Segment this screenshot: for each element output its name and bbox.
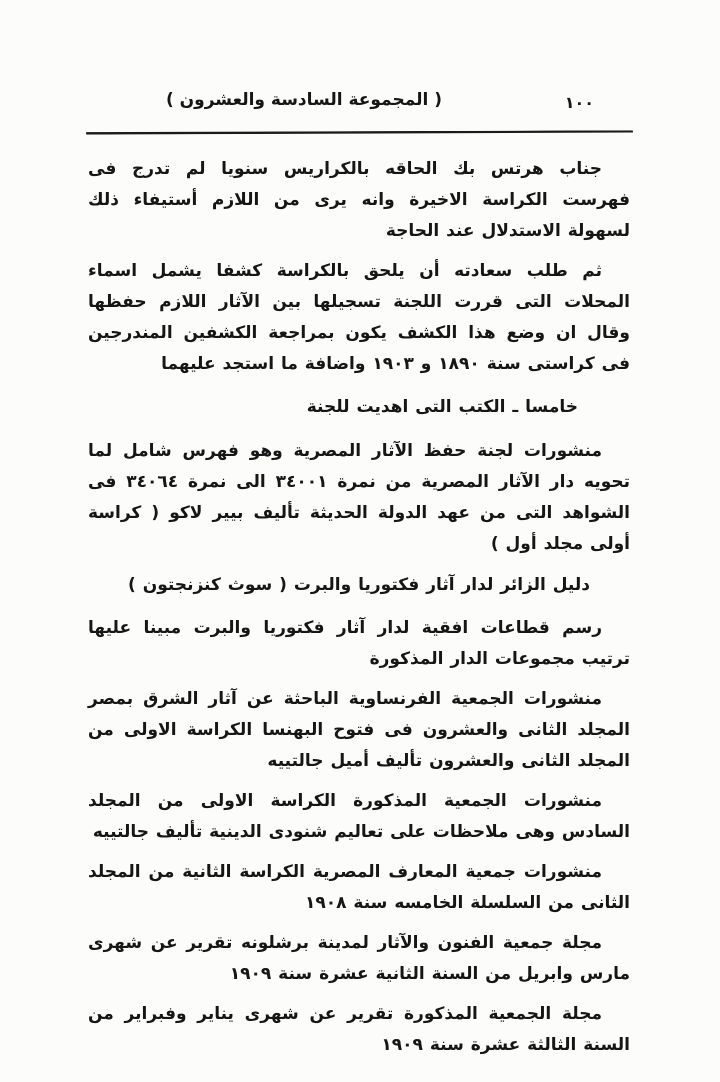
entry-comite-catalogue-lacau: منشورات لجنة حفظ الآثار المصرية وهو فهرس شامل لما تحويه دار الآثار المصرية من نمرة ٣٤٠٠١ الى نمرة ٣٤٠٦٤ فى الشواهد التى من عهد الدولة الحديثة تأليف بيير لاكو ( كراسة أولى مجلد أول ) xyxy=(88,441,630,554)
para-herz-annexes: جناب هرتس بك الحاقه بالكراريس سنويا لم تدرج فى فهرست الكراسة الاخيرة وانه يرى من اللازم أستيفاء ذلك لسهولة الاستدلال عند الحاجة xyxy=(88,159,630,241)
entry-barcelona-journal-mar-apr-1909: مجلة جمعية الفنون والآثار لمدينة برشلونه تقرير عن شهرى مارس وابريل من السنة الثانية عشرة سنة ١٩٠٩ xyxy=(88,933,630,984)
page-body xyxy=(88,154,630,1070)
para-monuments-list-request: ثم طلب سعادته أن يلحق بالكراسة كشفا يشمل اسماء المحلات التى قررت اللجنة تسجيلها بين الآثار اللازم حفظها وقال ان وضع هذا الكشف يكون بمراجعة الكشفين المندرجين فى كراستى سنة ١٨٩٠ و ١٩٠٣ واضافة ما استجد عليهما xyxy=(88,261,630,374)
entry-french-society-bahnasa: منشورات الجمعية الفرنساوية الباحثة عن آثار الشرق بمصر المجلد الثانى والعشرون فى فتوح البهنسا الكراسة الاولى من المجلد الثانى والعشرون تأليف أميل جالتييه xyxy=(88,689,630,771)
entry-barcelona-journal-jan-feb-1909: مجلة الجمعية المذكورة تقرير عن شهرى يناير وفبراير من السنة الثالثة عشرة سنة ١٩٠٩ xyxy=(88,1004,630,1055)
page-number: ١٠٠ xyxy=(564,93,594,112)
entry-victoria-albert-guide: دليل الزائر لدار آثار فكتوريا والبرت ( سوث كنزنجتون ) xyxy=(128,575,590,595)
entry-french-society-chenoudi: منشورات الجمعية المذكورة الكراسة الاولى من المجلد السادس وهى ملاحظات على تعاليم شنودى الدينية تأليف جالتييه xyxy=(88,791,630,842)
entry-egyptian-knowledge-society-1908: منشورات جمعية المعارف المصرية الكراسة الثانية من المجلد الثانى من السلسلة الخامسه سنة ١٩٠٨ xyxy=(88,862,630,913)
page-header xyxy=(0,90,720,124)
header-rule xyxy=(86,130,633,134)
running-title: ( المجموعة السادسة والعشرون ) xyxy=(165,90,442,110)
section-heading-fifth-donated-books: خامسا ـ الكتب التى اهديت للجنة xyxy=(306,397,578,417)
entry-victoria-albert-plans: رسم قطاعات افقية لدار آثار فكتوريا والبرت مبينا عليها ترتيب مجموعات الدار المذكورة xyxy=(88,618,630,669)
